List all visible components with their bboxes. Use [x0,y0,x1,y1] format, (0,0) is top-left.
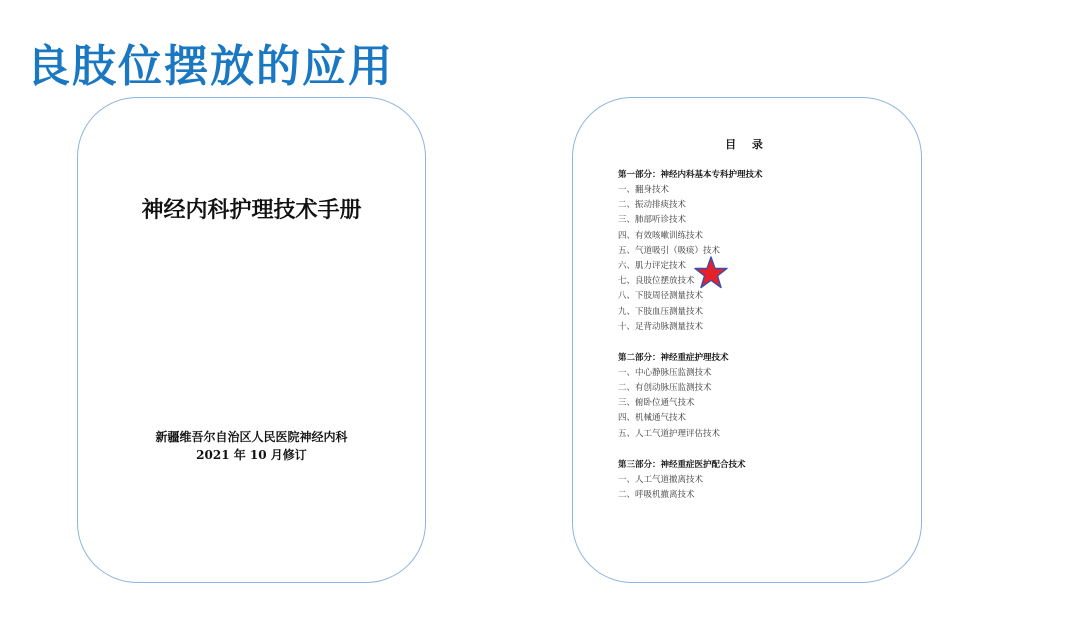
toc-part-2 [618,351,908,442]
toc-item: 八、下肢周径测量技术 [618,291,704,302]
cover-organization: 新疆维吾尔自治区人民医院神经内科 [155,430,348,444]
toc-item: 十、足背动脉测量技术 [618,321,704,332]
toc-item: 五、气道吸引（吸痰）技术 [618,245,721,256]
toc-part-title: 第二部分：神经重症护理技术 [618,352,729,363]
manual-cover-page [77,97,426,583]
toc-item: 四、机械通气技术 [618,413,687,424]
toc-body [618,168,908,519]
toc-item: 一、中心静脉压监测技术 [618,367,712,378]
cover-title: 神经内科护理技术手册 [141,198,362,223]
star-icon [694,256,728,290]
toc-part-title: 第一部分：神经内科基本专科护理技术 [618,170,763,180]
toc-part-3 [618,458,908,503]
toc-item: 五、人工气道护理评估技术 [618,428,721,439]
toc-item: 一、翻身技术 [618,185,670,195]
toc-item: 六、肌力评定技术 [618,260,687,271]
toc-part-title: 第三部分：神经重症医护配合技术 [618,459,746,470]
toc-item: 二、振动排痰技术 [618,200,687,211]
slide-title: 良肢位摆放的应用 [26,41,394,92]
toc-item: 二、呼吸机撤离技术 [618,490,695,500]
toc-item: 三、俯卧位通气技术 [618,398,695,409]
toc-item: 四、有效咳嗽训练技术 [618,230,704,241]
toc-item: 一、人工气道撤离技术 [618,474,704,485]
table-of-contents-page [572,97,922,583]
toc-part-1 [618,168,908,335]
cover-revision-date: 2021 年 10 月修订 [196,448,307,462]
toc-heading: 目 录 [725,138,769,151]
toc-item: 二、有创动脉压监测技术 [618,383,712,394]
toc-item: 三、肺部听诊技术 [618,215,687,226]
toc-item: 七、良肢位摆放技术 [618,276,695,287]
toc-item: 九、下肢血压测量技术 [618,306,704,317]
